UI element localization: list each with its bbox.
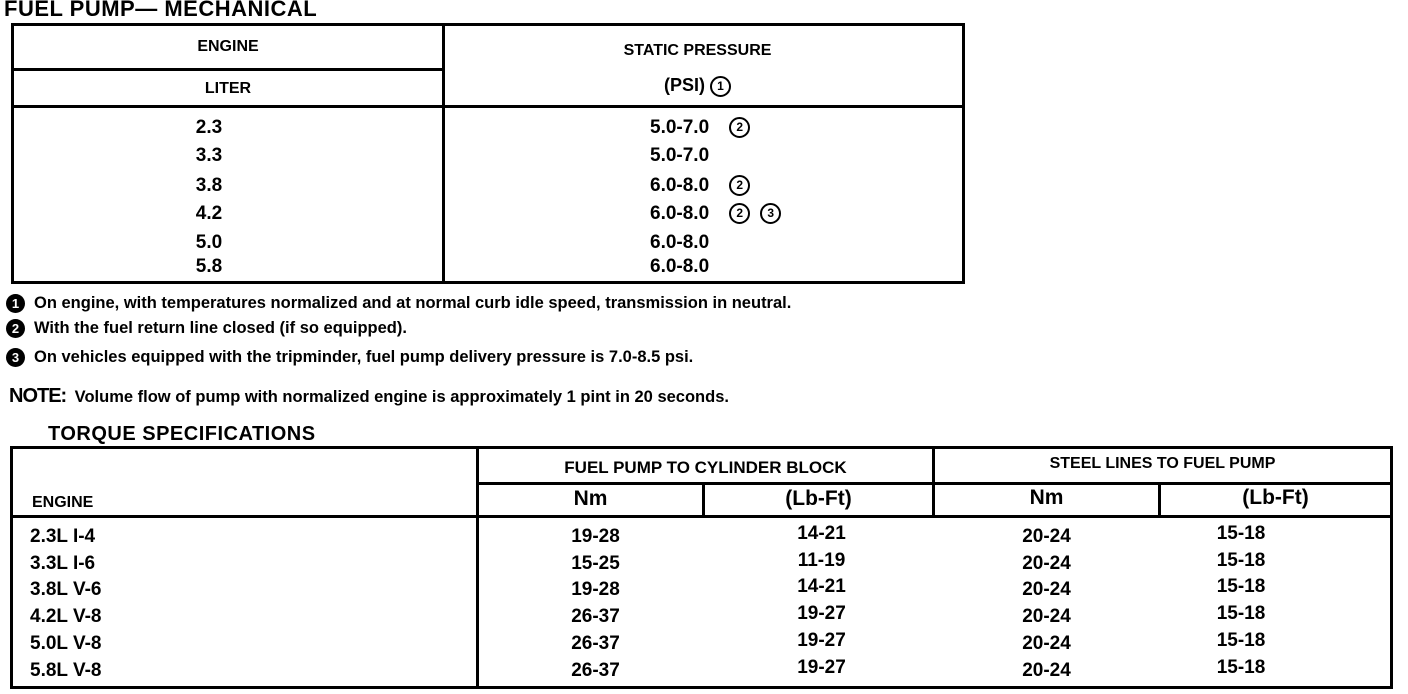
torque-header-sl-nm: Nm xyxy=(1029,486,1064,509)
note-line xyxy=(9,385,729,408)
torque-fp-nm: 26-37 xyxy=(571,660,620,681)
footnote-2-ref-icon: 2 xyxy=(729,203,750,224)
fuel-pump-psi-cell xyxy=(650,117,750,139)
fuel-pump-liter: 4.2 xyxy=(195,203,223,224)
torque-header-sl-lbft: (Lb-Ft) xyxy=(1242,486,1309,509)
fuel-pump-title: FUEL PUMP— MECHANICAL xyxy=(4,0,318,21)
fuel-pump-liter: 3.8 xyxy=(195,175,223,196)
torque-header-fp-lbft: (Lb-Ft) xyxy=(785,487,852,510)
footnote-3 xyxy=(6,348,693,367)
torque-fp-nm: 19-28 xyxy=(571,526,620,547)
footnote-text: On vehicles equipped with the tripminder, fuel pump delivery pressure is 7.0-8.5 psi. xyxy=(34,348,694,366)
footnote-2-icon: 2 xyxy=(6,319,25,338)
torque-sl-nm: 20-24 xyxy=(1022,633,1071,654)
torque-sl-lbft: 15-18 xyxy=(1216,630,1266,651)
fuel-pump-psi-cell xyxy=(650,175,750,197)
torque-sl-lbft: 15-18 xyxy=(1216,576,1266,597)
fuel-pump-psi: 6.0-8.0 xyxy=(650,232,710,253)
torque-fp-lbft: 19-27 xyxy=(797,657,846,678)
footnote-2-ref-icon: 2 xyxy=(729,175,750,196)
footnote-1-icon: 1 xyxy=(6,294,25,313)
torque-sl-lbft: 15-18 xyxy=(1216,523,1266,544)
fuel-pump-psi-cell xyxy=(650,232,709,254)
torque-fp-lbft: 19-27 xyxy=(797,630,846,651)
fuel-pump-psi: 6.0-8.0 xyxy=(650,203,710,224)
torque-sl-lbft: 15-18 xyxy=(1216,603,1266,624)
torque-group-divider xyxy=(476,482,1393,485)
torque-sl-lbft: 15-18 xyxy=(1216,550,1266,571)
torque-engine: 5.0L V-8 xyxy=(30,633,102,654)
fuel-pump-psi-cell xyxy=(650,145,709,167)
fuel-pump-liter: 3.3 xyxy=(195,145,223,166)
footnote-1 xyxy=(6,294,791,313)
torque-engine: 3.8L V-6 xyxy=(30,579,102,600)
fuel-pump-col-divider xyxy=(442,23,445,284)
torque-sl-nm: 20-24 xyxy=(1022,579,1071,600)
torque-fp-lbft: 19-27 xyxy=(797,603,846,624)
note-text: Volume flow of pump with normalized engine is approximately 1 pint in 20 seconds. xyxy=(74,388,729,406)
footnote-text: On engine, with temperatures normalized and at normal curb idle speed, transmission in neutral. xyxy=(34,294,792,312)
fuel-pump-header-divider xyxy=(11,105,965,108)
torque-fp-nm: 26-37 xyxy=(571,633,620,654)
fuel-pump-header-static: STATIC PRESSURE xyxy=(623,42,772,59)
fuel-pump-psi: 6.0-8.0 xyxy=(650,256,710,277)
fuel-pump-engine-divider xyxy=(11,68,444,71)
footnote-3-ref-icon: 3 xyxy=(760,203,781,224)
fuel-pump-header-psi: (PSI) xyxy=(663,75,705,95)
torque-engine: 4.2L V-8 xyxy=(30,606,102,627)
torque-engine: 2.3L I-4 xyxy=(30,526,96,547)
fuel-pump-liter: 2.3 xyxy=(195,117,223,138)
torque-sl-nm: 20-24 xyxy=(1022,606,1071,627)
footnote-2 xyxy=(6,319,407,338)
fuel-pump-header-liter: LITER xyxy=(204,80,252,97)
footnote-2-ref-icon: 2 xyxy=(729,117,750,138)
torque-header-engine: ENGINE xyxy=(32,494,94,511)
fuel-pump-header-engine: ENGINE xyxy=(197,38,259,55)
torque-fp-lbft: 14-21 xyxy=(797,576,846,597)
torque-fp-nm: 19-28 xyxy=(571,579,620,600)
torque-sl-lbft: 15-18 xyxy=(1216,657,1266,678)
torque-fp-lbft: 14-21 xyxy=(797,523,846,544)
torque-fp-nm: 26-37 xyxy=(571,606,620,627)
footnote-1-ref-icon: 1 xyxy=(710,76,731,97)
fuel-pump-psi: 5.0-7.0 xyxy=(650,117,710,138)
torque-header-group-fuel-pump: FUEL PUMP TO CYLINDER BLOCK xyxy=(564,458,847,477)
torque-sl-nm: 20-24 xyxy=(1022,526,1071,547)
torque-header-divider xyxy=(10,515,1393,518)
footnote-text: With the fuel return line closed (if so equipped). xyxy=(34,319,407,337)
fuel-pump-psi: 6.0-8.0 xyxy=(650,175,710,196)
torque-sl-nm: 20-24 xyxy=(1022,660,1071,681)
torque-title: TORQUE SPECIFICATIONS xyxy=(48,423,316,445)
footnote-3-icon: 3 xyxy=(6,348,25,367)
torque-engine: 5.8L V-8 xyxy=(30,660,102,681)
fuel-pump-header-psi-wrap xyxy=(445,75,950,97)
torque-fp-lbft: 11-19 xyxy=(797,550,846,571)
fuel-pump-liter: 5.8 xyxy=(195,256,223,277)
fuel-pump-liter: 5.0 xyxy=(195,232,223,253)
torque-fp-nm: 15-25 xyxy=(571,553,620,574)
fuel-pump-psi-cell xyxy=(650,203,781,225)
fuel-pump-psi-cell xyxy=(650,256,709,278)
note-label: NOTE: xyxy=(9,385,67,407)
torque-engine: 3.3L I-6 xyxy=(30,553,96,574)
torque-header-group-steel-lines: STEEL LINES TO FUEL PUMP xyxy=(1049,455,1276,472)
fuel-pump-psi: 5.0-7.0 xyxy=(650,145,710,166)
torque-sl-nm: 20-24 xyxy=(1022,553,1071,574)
torque-header-fp-nm: Nm xyxy=(573,487,608,510)
